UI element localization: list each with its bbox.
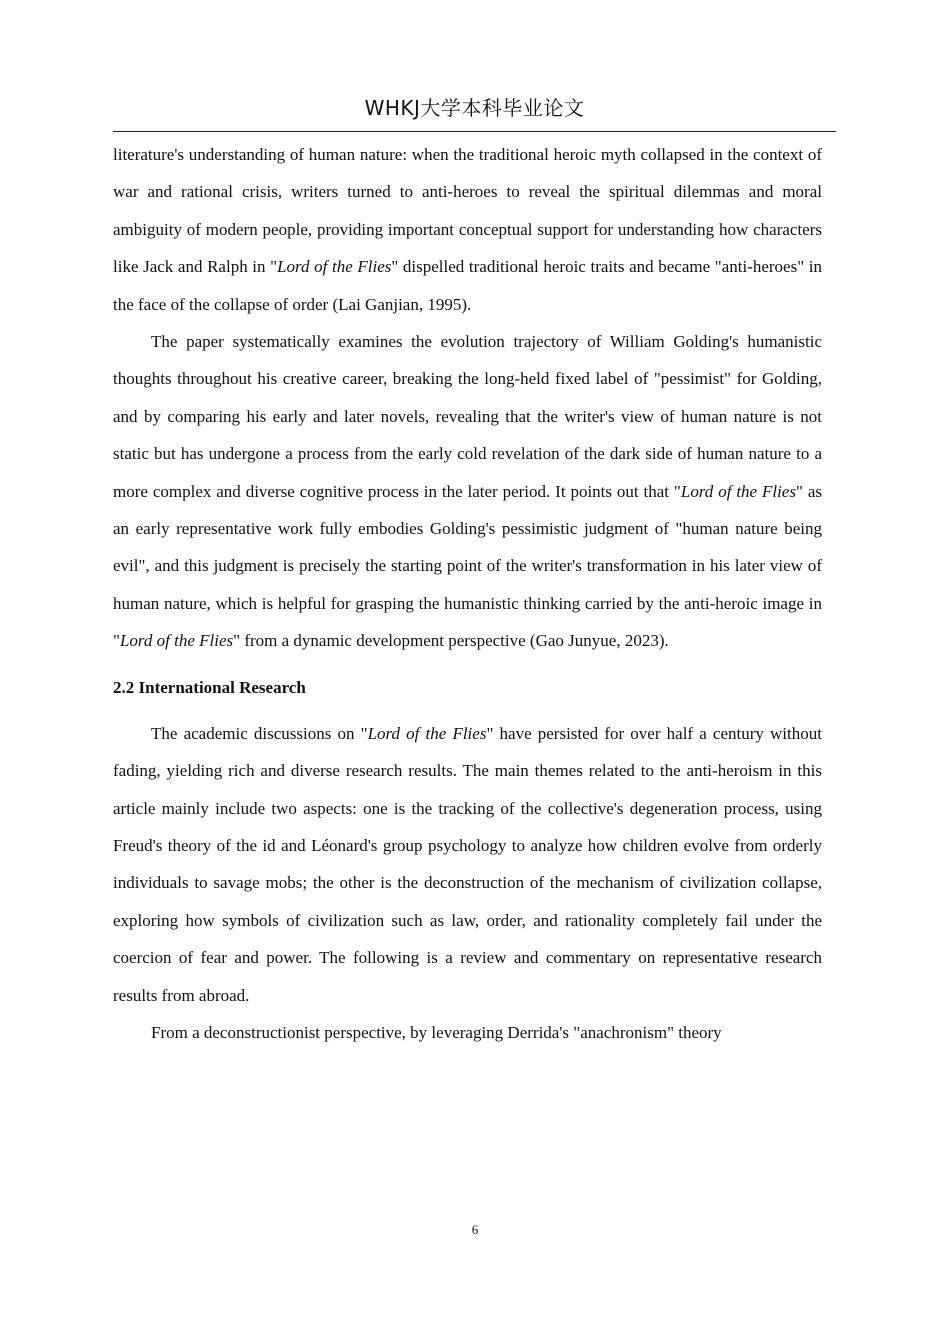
- book-title: Lord of the Flies: [119, 631, 234, 651]
- text-segment: " dispelled traditional heroic traits and became "anti-heroes" in the face of the collapse of order (Lai Ganjian, 1995).: [113, 257, 822, 314]
- book-title: Lord of the Flies: [367, 723, 487, 743]
- book-title: Lord of the Flies: [680, 481, 796, 501]
- text-segment: From a deconstructionist perspective, by leveraging Derrida's "anachronism" theory: [151, 1022, 722, 1042]
- page-body: [113, 136, 822, 1051]
- text-segment: The academic discussions on ": [151, 723, 368, 743]
- running-header: WHKJ大学本科毕业论文: [364, 96, 585, 120]
- paragraph-international-overview: [113, 715, 822, 1014]
- paragraph-deconstructionist: [113, 1014, 822, 1051]
- text-segment: literature's understanding of human nature: when the traditional heroic myth collapsed in the context of war and rational crisis, writers turned to anti-heroes to reveal the spiritual dilemmas and moral ambiguity of modern people, providing important conceptual support for understanding how characters like Jack and Ralph in ": [113, 145, 822, 277]
- text-segment: " from a dynamic development perspective (Gao Junyue, 2023).: [233, 631, 669, 651]
- text-segment: " have persisted for over half a century without fading, yielding rich and diverse research results. The main themes related to the anti-heroism in this article mainly include two aspects: one is the tracking of the collective's degeneration process, using Freud's theory of the id and Léonard's group psychology to analyze how children evolve from orderly individuals to savage mobs; the other is the deconstruction of the mechanism of civilization collapse, exploring how symbols of civilization such as law, order, and rationality completely fail under the coercion of fear and power. The following is a review and commentary on representative research results from abroad.: [113, 723, 822, 1005]
- header-rule: [113, 131, 836, 132]
- paragraph-golding-evolution: [113, 323, 822, 660]
- text-segment: " as an early representative work fully embodies Golding's pessimistic judgment of "human nature being evil", and this judgment is precisely the starting point of the writer's transformation in his later view of human nature, which is helpful for grasping the humanistic thinking carried by the anti-heroic image in ": [113, 481, 822, 651]
- text-segment: The paper systematically examines the evolution trajectory of William Golding's humanistic thoughts throughout his creative career, breaking the long-held fixed label of "pessimist" for Golding, and by comparing his early and later novels, revealing that the writer's view of human nature is not static but has undergone a process from the early cold revelation of the dark side of human nature to a more complex and diverse cognitive process in the later period. It points out that ": [113, 332, 822, 501]
- section-heading: 2.2 International Research: [113, 677, 306, 697]
- page-number: 6: [471, 1222, 479, 1237]
- book-title: Lord of the Flies: [277, 257, 392, 277]
- paragraph-continued: [113, 136, 822, 323]
